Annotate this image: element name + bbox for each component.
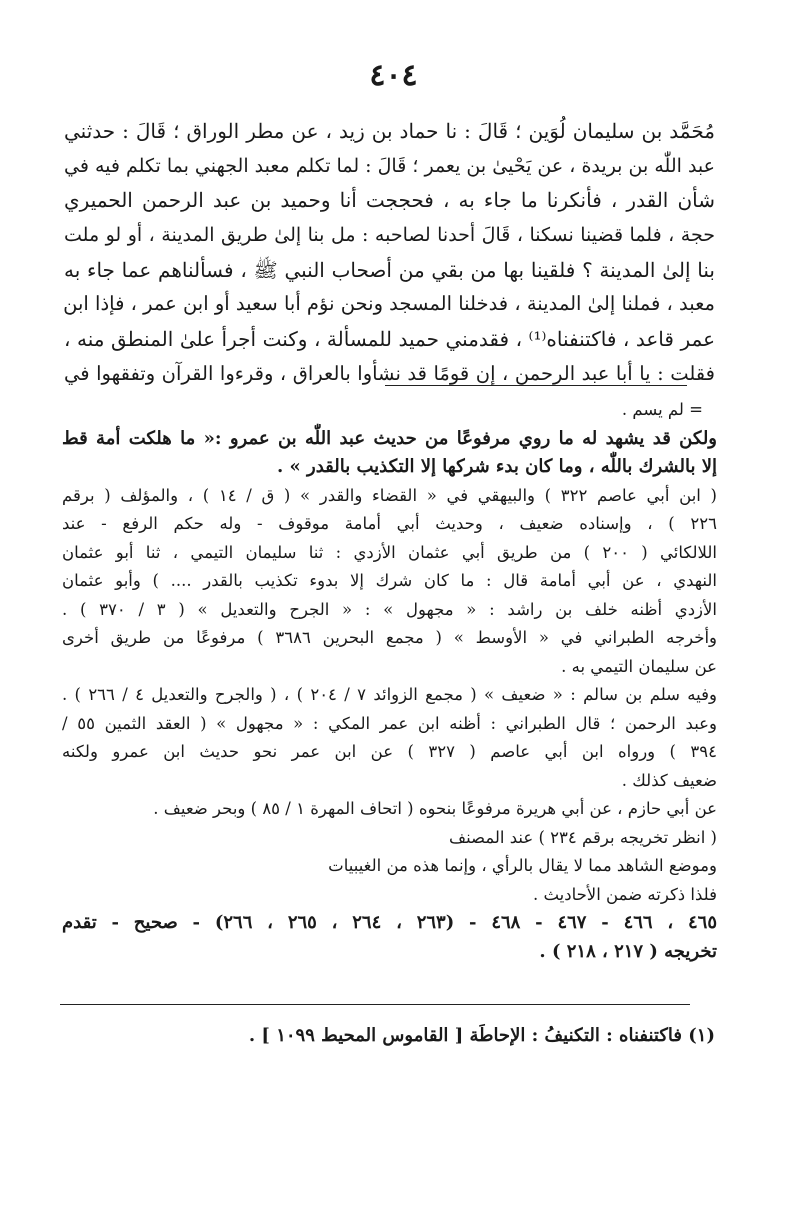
- page-number: ٤٠٤: [369, 58, 418, 93]
- note-line: وأخرجه الطبراني في « الأوسط » ( مجمع البحرين ٣٦٨٦ ) مرفوعًا من طريق أخرى: [62, 628, 717, 647]
- main-text-line: عبد اللّٰه بن بريدة ، عن يَحْيىٰ بن يعمر ؛ قَالَ : لما تكلم معبد الجهني بما تكلم فيه في: [64, 154, 715, 177]
- note-line: وعبد الرحمن ؛ قال الطبراني : أظنه ابن عمر المكي : « مجهول » ( العقد الثمين ٥٥ /: [62, 713, 717, 733]
- note-line: ٢٢٦ ) ، وإسناده ضعيف ، وحديث أبي أمامة موقوف - وله حكم الرفع - عند: [62, 514, 717, 533]
- note-line: اللالكائي ( ٢٠٠ ) من طريق أبي عثمان الأزدي : ثنا سليمان التيمي ، ثنا أبو عثمان: [62, 542, 717, 562]
- main-text-line: حجة ، فلما قضينا نسكنا ، قَالَ أحدنا لصاحبه : مل بنا إلىٰ طريق المدينة ، أو لو ملت: [64, 224, 715, 247]
- note-line: الأزدي أظنه خلف بن راشد : « مجهول » : « الجرح والتعديل » ( ٣ / ٣٧٠ ) .: [62, 599, 718, 619]
- main-text-line: بنا إلىٰ المدينة ؟ فلقينا بها من بقي من أصحاب النبي ﷺ ، فسألناهم عما جاء به: [64, 257, 715, 282]
- hadith-numbers-line: تخريجه ( ٢١٧ ، ٢١٨ ) .: [539, 940, 717, 962]
- note-line: ضعيف كذلك .: [621, 770, 717, 790]
- note-line: فلذا ذكرته ضمن الأحاديث .: [532, 884, 717, 904]
- note-line: عن سليمان التيمي به .: [561, 656, 717, 676]
- note-line: = لم يسم .: [621, 400, 703, 419]
- note-line: ( ابن أبي عاصم ٣٢٢ ) والبيهقي في « القضاء والقدر » ( ق / ١٤ ) ، والمؤلف ( برقم: [62, 485, 717, 505]
- main-text-block: [64, 114, 715, 392]
- note-line: ٣٩٤ ) ورواه ابن أبي عاصم ( ٣٢٧ ) عن ابن عمر نحو حديث ابن عمرو ولكنه: [62, 742, 717, 761]
- hadith-numbers-line: ٤٦٥ ، ٤٦٦ - ٤٦٧ - ٤٦٨ - (٢٦٣ ، ٢٦٤ ، ٢٦٥ ، ٢٦٦) - صحيح - تقدم: [62, 912, 718, 933]
- note-line: ( انظر تخريجه برقم ٢٣٤ ) عند المصنف: [448, 827, 717, 847]
- main-text-line: شأن القدر ، فأنكرنا ما جاء به ، فحججت أنا وحميد بن عبد الرحمن الحميري: [64, 188, 715, 213]
- note-line: وفيه سلم بن سالم : « ضعيف » ( مجمع الزوائد ٧ / ٢٠٤ ) ، ( والجرح والتعديل ٤ / ٢٦٦ ) .: [62, 685, 717, 704]
- note-line: ولكن قد يشهد له ما روي مرفوعًا من حديث عبد اللّٰه بن عمرو :« ما هلكت أمة قط: [62, 427, 717, 449]
- editor-notes-block: [62, 396, 717, 966]
- note-line: إلا بالشرك باللّٰه ، وما كان بدء شركها إلا التكذيب بالقدر » .: [276, 456, 717, 477]
- main-text-line: فقلت : يا أبا عبد الرحمن ، إن قومًا قد نشأوا بالعراق ، وقرءوا القرآن وتفقهوا في: [64, 361, 715, 385]
- footnote-block: [64, 1021, 715, 1051]
- main-text-line: عمر قاعد ، فاكتنفناه⁽¹⁾ ، فقدمني حميد للمسألة ، وكنت أجرأ علىٰ المنطق منه ،: [64, 327, 716, 352]
- note-line: وموضع الشاهد مما لا يقال بالرأي ، وإنما هذه من الغيبيات: [328, 856, 717, 875]
- footnote-line: (١) فاكتنفناه : التكنيفُ : الإحاطَة [ القاموس المحيط ١٠٩٩ ] .: [248, 1025, 715, 1046]
- note-line: النهدي ، عن أبي أمامة قال : ما كان شرك إلا بدوء تكذيب بالقدر .... ) وأبو عثمان: [62, 571, 717, 590]
- note-line: عن أبي حازم ، عن أبي هريرة مرفوعًا بنحوه ( اتحاف المهرة ١ / ٨٥ ) وبحر ضعيف .: [153, 799, 717, 818]
- footnote-separator-rule: [60, 1004, 690, 1005]
- main-text-line: مُحَمَّد بن سليمان لُوَين ؛ قَالَ : نا حماد بن زيد ، عن مطر الوراق ؛ قَالَ : حدثني: [64, 119, 715, 143]
- main-text-line: معبد ، فملنا إلىٰ المدينة ، فدخلنا المسجد ونحن نؤم أبا سعيد أو ابن عمر ، فإذا ابن: [63, 292, 715, 316]
- notes-separator-rule: [385, 385, 687, 386]
